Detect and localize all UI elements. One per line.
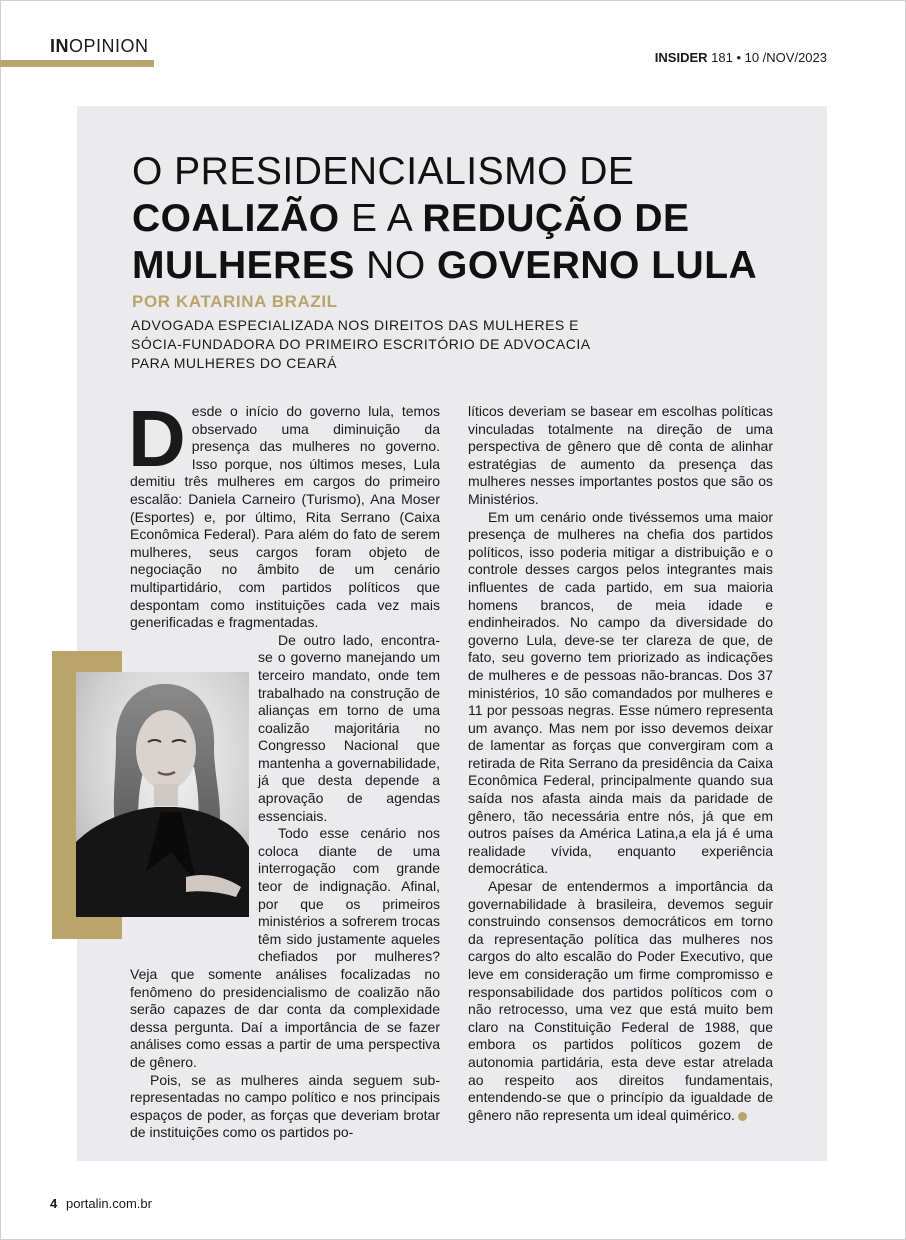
issue-info: 181 • 10 /NOV/2023 [707,50,827,65]
drop-cap: D [128,394,186,483]
section-label-rest: OPINION [69,36,149,56]
headline-no: NO [354,244,438,287]
headline-reducao: REDUÇÃO DE [422,197,690,240]
section-label-bold: IN [50,36,69,56]
headline-coalizao: COALIZÃO [132,197,340,240]
author-byline: POR KATARINA BRAZIL [132,292,338,311]
author-credentials: ADVOGADA ESPECIALIZADA NOS DIREITOS DAS MULHERES E SÓCIA-FUNDADORA DO PRIMEIRO ESCRITÓRIO DE ADVOCACIA PARA MULHERES DO CEARÁ [131,317,590,371]
article-paragraph-text: Apesar de entendermos a importância da governabilidade à brasileira, devemos seguir construindo consensos democráticos em torno da representação política das mulheres nos cargos do alto escalão do Poder Executivo, que leve em consideração um firme compromisso e responsabilidade dos partidos políticos com o não retrocesso, uma vez que está muito bem claro na Constituição Federal de 1988, que embora os partidos políticos gozem de autonomia partidária, esta deve estar atrelada ao respeito aos direitos fundamentais, entendendo-se que o princípio da igualdade de gênero não representa um ideal quimérico. [468,878,773,1123]
article-paragraph: Todo esse cenário nos coloca diante de uma interrogação com grande teor de indignação. Afinal, por que os primeiros ministérios a sofrerem trocas têm sido justamente aqueles chefiados por mulheres? Veja que somente análises focalizadas no fenômeno do presidencialismo de coalizão não serão capazes de dar conta da complexidade dessa pergunta. Daí a importância de se fazer análises como essas a partir de uma perspectiva de gênero. [130,825,440,1070]
article-paragraph-last [468,878,773,1124]
article-column-left [128,394,440,1142]
article-paragraph: De outro lado, encontra-se o governo manejando um terceiro mandato, onde tem trabalhado na construção de alianças em torno de uma coalizão majoritária no Congresso Nacional que mantenha a governabilidade, já que desta depende a aprovação de agendas essenciais. [258,631,440,824]
section-accent-bar [0,60,154,67]
section-label [50,36,149,57]
headline-mulheres: MULHERES [132,244,355,287]
photo-wrap-spacer [120,634,258,950]
article-paragraph: líticos deveriam se basear em escolhas políticas vinculadas totalmente na direção de uma perspectiva de gênero que dê conta de alinhar estratégias de aumento da presença das mulheres nesses importantes postos que são os Ministérios. [468,403,773,507]
issue-line [655,50,827,65]
article-paragraph: esde o início do governo lula, temos observado uma diminuição da presença das mulheres no governo. Isso porque, nos últimos meses, Lula demitiu três mulheres em cargos do primeiro escalão: Daniela Carneiro (Turismo), Ana Moser (Esportes) e, por último, Rita Serrano (Caixa Econômica Federal). Para além do fato de serem mulheres, seus cargos foram objeto de negociação no âmbito de um cenário multipartidário, com partidos políticos que despontam como instituições cada vez mais generificadas e fragmentadas. [130,403,440,631]
magazine-brand: INSIDER [654,50,708,65]
footer-site-link[interactable]: portalin.com.br [66,1196,152,1211]
article-headline [132,148,812,289]
end-of-article-icon [738,1112,747,1121]
headline-line1: O PRESIDENCIALISMO DE [132,150,635,193]
page-number: 4 [50,1196,58,1211]
headline-e-a: E A [339,197,423,240]
article-column-right [468,403,773,1124]
article-paragraph: Em um cenário onde tivéssemos uma maior presença de mulheres na chefia dos partidos políticos, isso poderia mitigar a distribuição e o controle desses cargos pelos integrantes mais influentes de cada partido, em sua maioria homens brancos, de meia idade e endinheirados. No campo da diversidade do governo Lula, deve-se ter clareza de que, de fato, seu governo tem priorizado as indicações de mulheres e de pessoas não-brancas. Dos 37 ministérios, 10 são comandados por mulheres e 11 por pessoas negras. Esse número representa um avanço. Mas nem por isso devemos deixar de lamentar as forças que convergiram com a retirada de Rita Serrano da presidência da Caixa Econômica Federal, principalmente quando sua saída nos afasta ainda mais da paridade de gênero, tão necessária entre nós, já que em outros países da América Latina,a ela já é uma realidade vívida, enquanto experiência democrática. [468,508,773,877]
article-paragraph: Pois, se as mulheres ainda seguem sub-representadas no campo político e nos principais espaços de poder, as forças que deveriam brotar de instituições como os partidos po- [130,1071,440,1141]
headline-governo-lula: GOVERNO LULA [437,244,758,287]
